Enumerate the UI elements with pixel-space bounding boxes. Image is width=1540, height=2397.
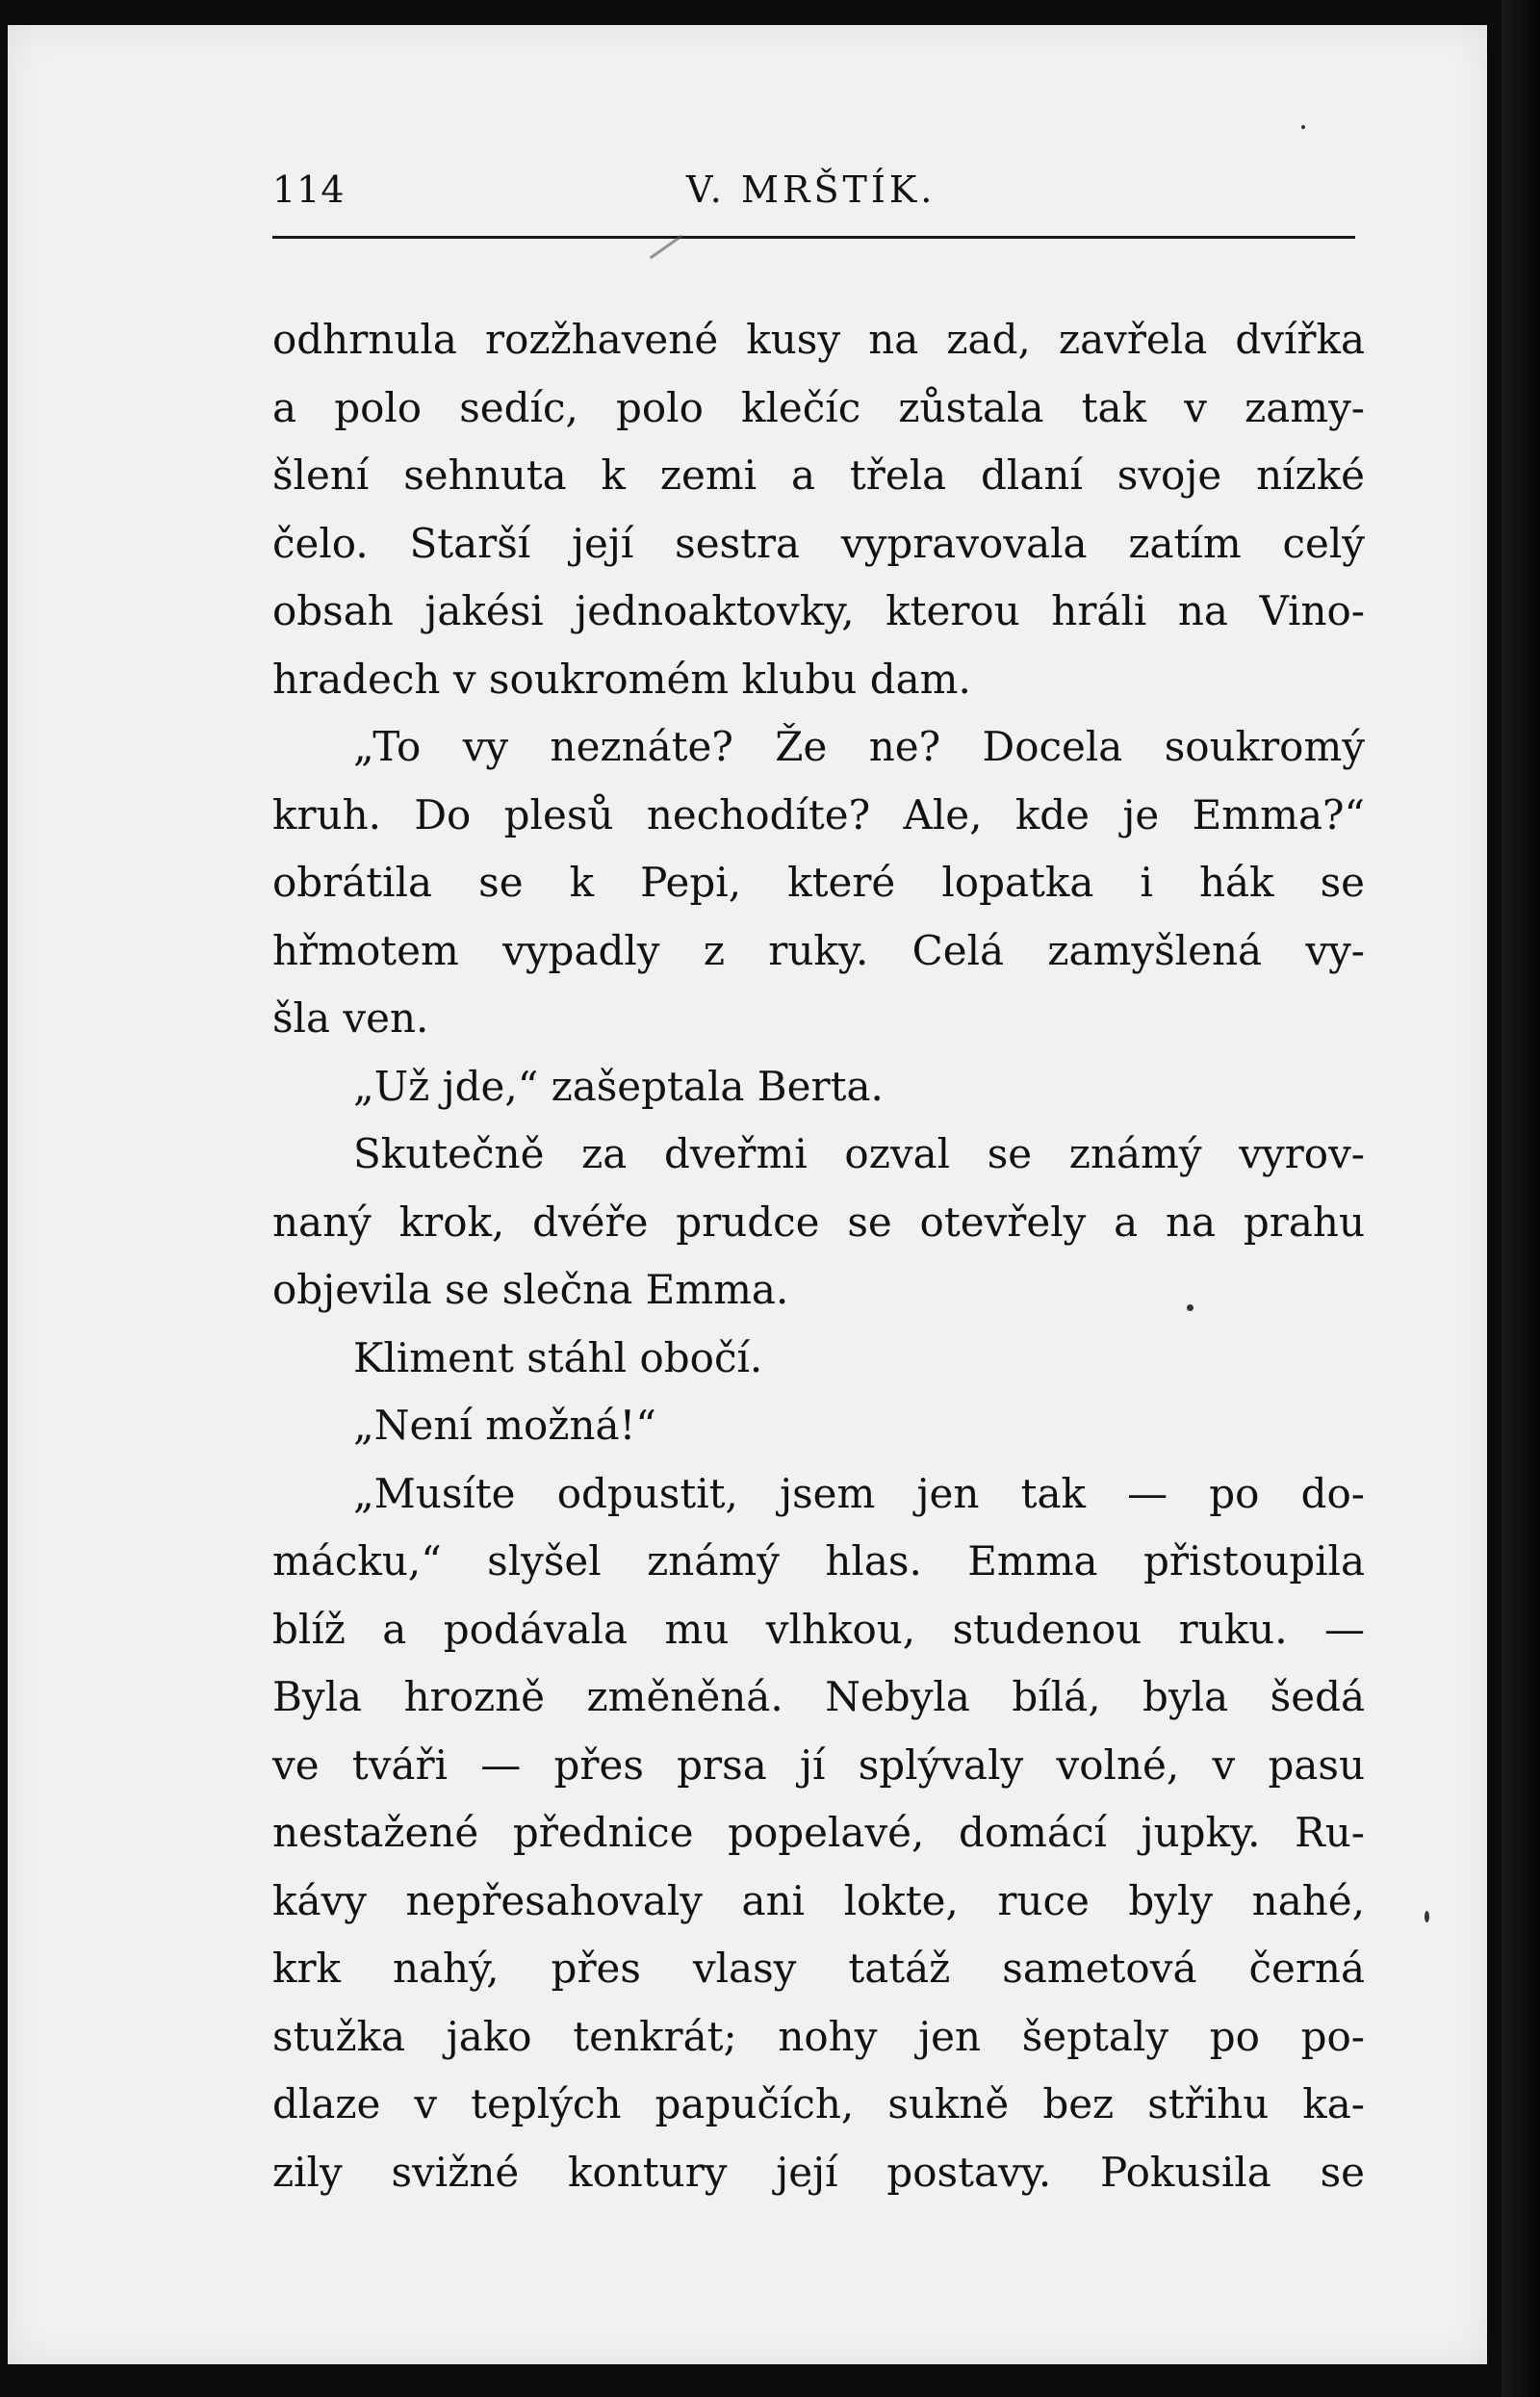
text-line: „Musíte odpustit, jsem jen tak — po do- <box>353 1469 1365 1517</box>
text-line: obsah jakési jednoaktovky, kterou hráli na Vino- <box>272 587 1365 634</box>
text-line: čelo. Starší její sestra vypravovala zatím celý <box>272 519 1365 567</box>
text-line: hřmotem vypadly z ruky. Celá zamyšlená vy- <box>272 926 1365 974</box>
ink-speck <box>1424 1911 1429 1922</box>
text-line: hradech v soukromém klubu dam. <box>272 655 971 703</box>
text-line: kruh. Do plesů nechodíte? Ale, kde je Emma?“ <box>272 790 1365 838</box>
text-line: kávy nepřesahovaly ani lokte, ruce byly nahé, <box>272 1876 1365 1924</box>
text-line: „Není možná!“ <box>353 1402 656 1449</box>
text-line: blíž a podávala mu vlhkou, studenou ruku. — <box>272 1605 1365 1653</box>
text-line: a polo sedíc, polo klečíc zůstala tak v zamy- <box>272 383 1365 431</box>
text-line: ve tváři — přes prsa jí splývaly volné, v pasu <box>272 1740 1365 1789</box>
text-line: dlaze v teplých papučích, sukně bez střihu ka- <box>272 2080 1365 2127</box>
page-number: 114 <box>272 168 346 211</box>
text-line: Byla hrozně změněná. Nebyla bílá, byla šedá <box>272 1673 1365 1720</box>
text-line: objevila se slečna Emma. <box>272 1266 789 1313</box>
book-spine-edge <box>1502 0 1540 2397</box>
text-line: mácku,“ slyšel známý hlas. Emma přistoupila <box>272 1537 1365 1585</box>
text-line: obrátila se k Pepi, které lopatka i hák se <box>272 859 1365 906</box>
text-line: nestažené přednice popelavé, domácí jupky. Ru- <box>272 1809 1365 1856</box>
text-line: Kliment stáhl obočí. <box>353 1333 763 1381</box>
text-line: odhrnula rozžhavené kusy na zad, zavřela dvířka <box>272 316 1365 363</box>
page-header <box>272 168 1355 226</box>
body-text <box>272 306 1365 2206</box>
text-line: šlení sehnuta k zemi a třela dlaní svoje nízké <box>272 451 1365 499</box>
text-line: Skutečně za dveřmi ozval se známý vyrov- <box>353 1130 1365 1177</box>
running-head: V. MRŠTÍK. <box>686 168 937 211</box>
ink-speck <box>1301 125 1305 129</box>
text-line: „Už jde,“ zašeptala Berta. <box>353 1062 884 1110</box>
text-line: šla ven. <box>272 994 429 1042</box>
header-rule <box>272 236 1355 239</box>
ink-speck <box>1187 1304 1194 1311</box>
text-line: naný krok, dvéře prudce se otevřely a na prahu <box>272 1198 1365 1246</box>
text-line: „To vy neznáte? Že ne? Docela soukromý <box>353 723 1365 770</box>
text-line: stužka jako tenkrát; nohy jen šeptaly po po- <box>272 2012 1365 2060</box>
text-line: krk nahý, přes vlasy tatáž sametová černá <box>272 1945 1365 1992</box>
text-line: zily svižné kontury její postavy. Pokusila se <box>272 2148 1365 2196</box>
